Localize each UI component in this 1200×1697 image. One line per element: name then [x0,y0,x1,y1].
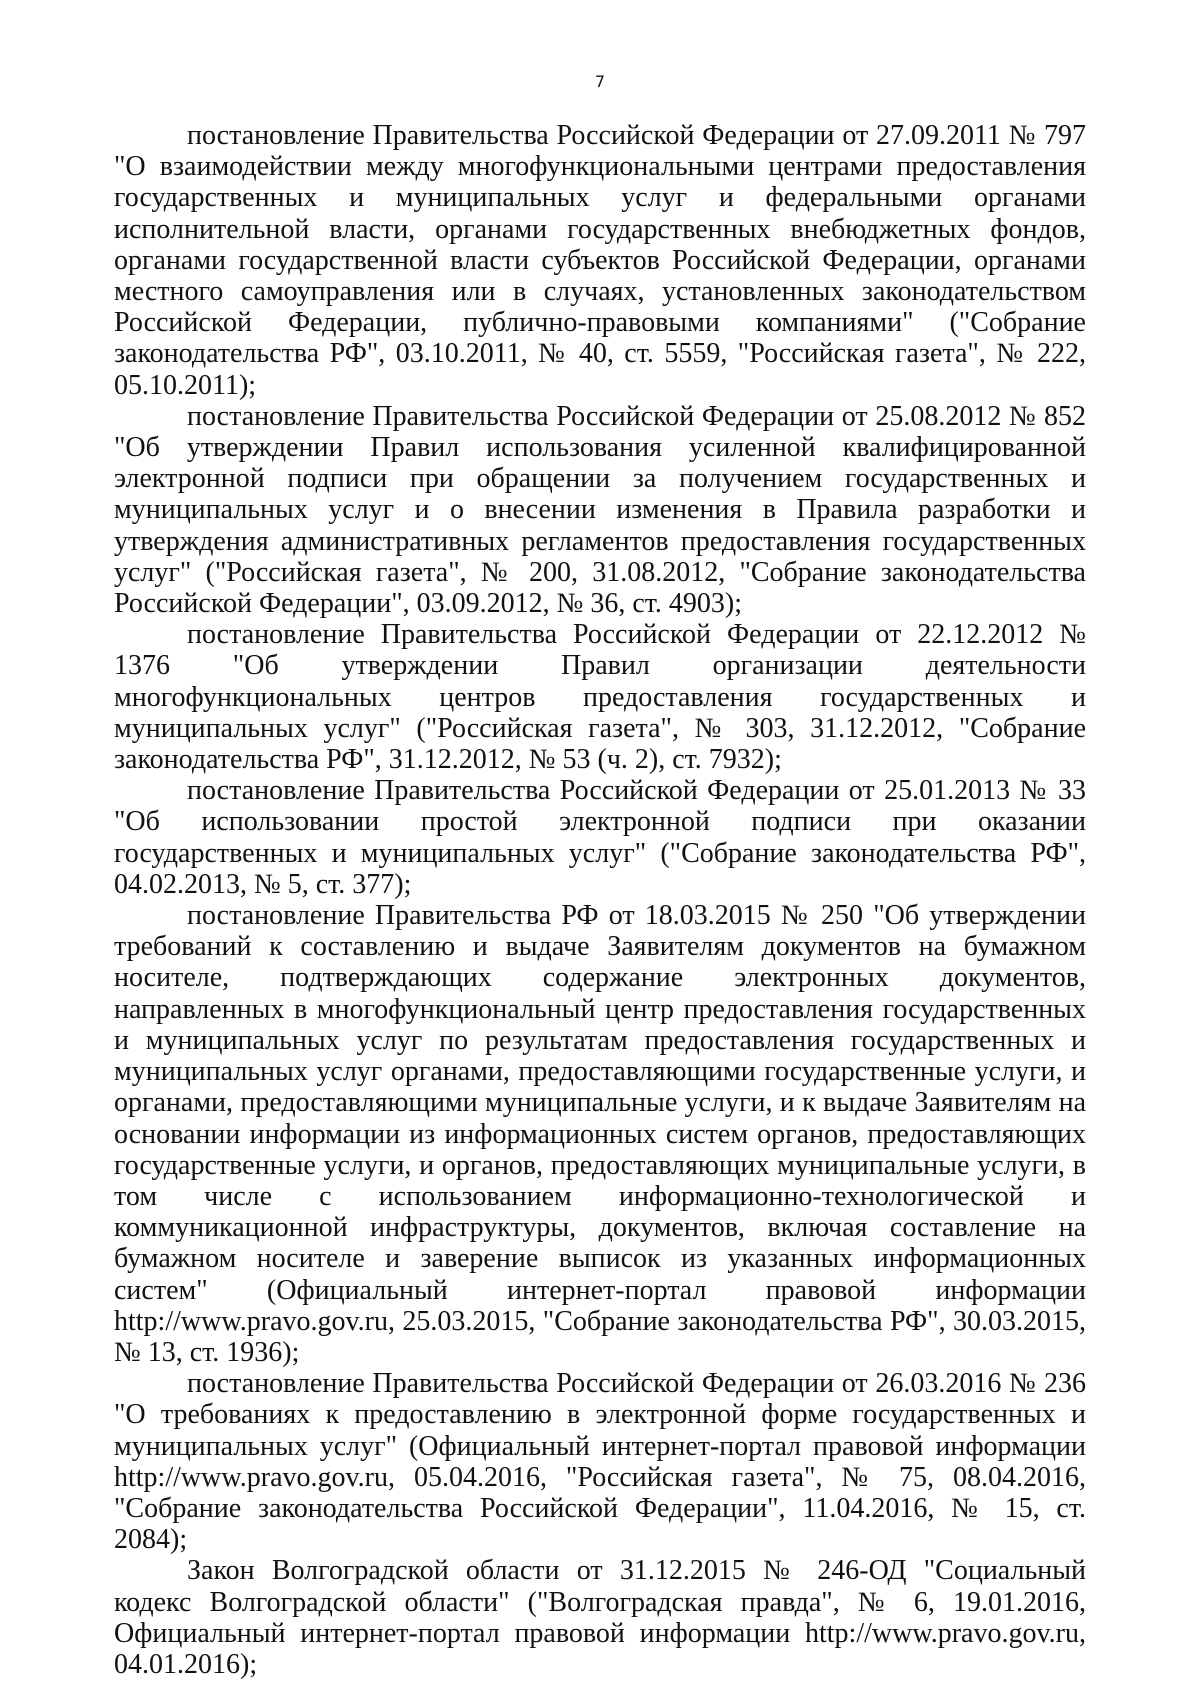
paragraph-resolution-797: постановление Правительства Российской Федерации от 27.09.2011 № 797 "О взаимодействии между многофункциональными центрами предоставления государственных и муниципальных услуг и федеральными органами исполнительной власти, органами государственных внебюджетных фондов, органами государственной власти субъектов Российской Федерации, органами местного самоуправления или в случаях, установленных законодательством Российской Федерации, публично-правовыми компаниями" ("Собрание законодательства РФ", 03.10.2011, № 40, ст. 5559, "Российская газета", № 222, 05.10.2011); [114,120,1086,401]
paragraph-resolution-33: постановление Правительства Российской Федерации от 25.01.2013 № 33 "Об использовании простой электронной подписи при оказании государственных и муниципальных услуг" ("Собрание законодательства РФ", 04.02.2013, № 5, ст. 377); [114,775,1086,900]
paragraph-resolution-236: постановление Правительства Российской Федерации от 26.03.2016 № 236 "О требованиях к предоставлению в электронной форме государственных и муниципальных услуг" (Официальный интернет-портал правовой информации http://www.pravo.gov.ru, 05.04.2016, "Российская газета", № 75, 08.04.2016, "Собрание законодательства Российской Федерации", 11.04.2016, № 15, ст. 2084); [114,1368,1086,1556]
paragraph-resolution-250: постановление Правительства РФ от 18.03.2015 № 250 "Об утверждении требований к составлению и выдаче Заявителям документов на бумажном носителе, подтверждающих содержание электронных документов, направленных в многофункциональный центр предоставления государственных и муниципальных услуг по результатам предоставления государственных и муниципальных услуг органами, предоставляющими государственные услуги, и органами, предоставляющими муниципальные услуги, и к выдаче Заявителям на основании информации из информационных систем органов, предоставляющих государственные услуги, и органов, предоставляющих муниципальные услуги, в том числе с использованием информационно-технологической и коммуникационной инфраструктуры, документов, включая составление на бумажном носителе и заверение выписок из указанных информационных систем" (Официальный интернет-портал правовой информации http://www.pravo.gov.ru, 25.03.2015, "Собрание законодательства РФ", 30.03.2015, № 13, ст. 1936); [114,900,1086,1368]
paragraph-resolution-1376: постановление Правительства Российской Федерации от 22.12.2012 № 1376 "Об утверждении Правил организации деятельности многофункциональных центров предоставления государственных и муниципальных услуг" ("Российская газета", № 303, 31.12.2012, "Собрание законодательства РФ", 31.12.2012, № 53 (ч. 2), ст. 7932); [114,619,1086,776]
paragraph-resolution-852: постановление Правительства Российской Федерации от 25.08.2012 № 852 "Об утверждении Правил использования усиленной квалифицированной электронной подписи при обращении за получением государственных и муниципальных услуг и о внесении изменения в Правила разработки и утверждения административных регламентов предоставления государственных услуг" ("Российская газета", № 200, 31.08.2012, "Собрание законодательства Российской Федерации", 03.09.2012, № 36, ст. 4903); [114,400,1086,620]
paragraph-law-246-od: Закон Волгоградской области от 31.12.2015 № 246-ОД "Социальный кодекс Волгоградской области" ("Волгоградская правда", № 6, 19.01.2016, Официальный интернет-портал правовой информации http://www.pravo.gov.ru, 04.01.2016); [114,1555,1086,1680]
page-number: 7 [594,72,606,91]
document-body [114,120,1086,1680]
